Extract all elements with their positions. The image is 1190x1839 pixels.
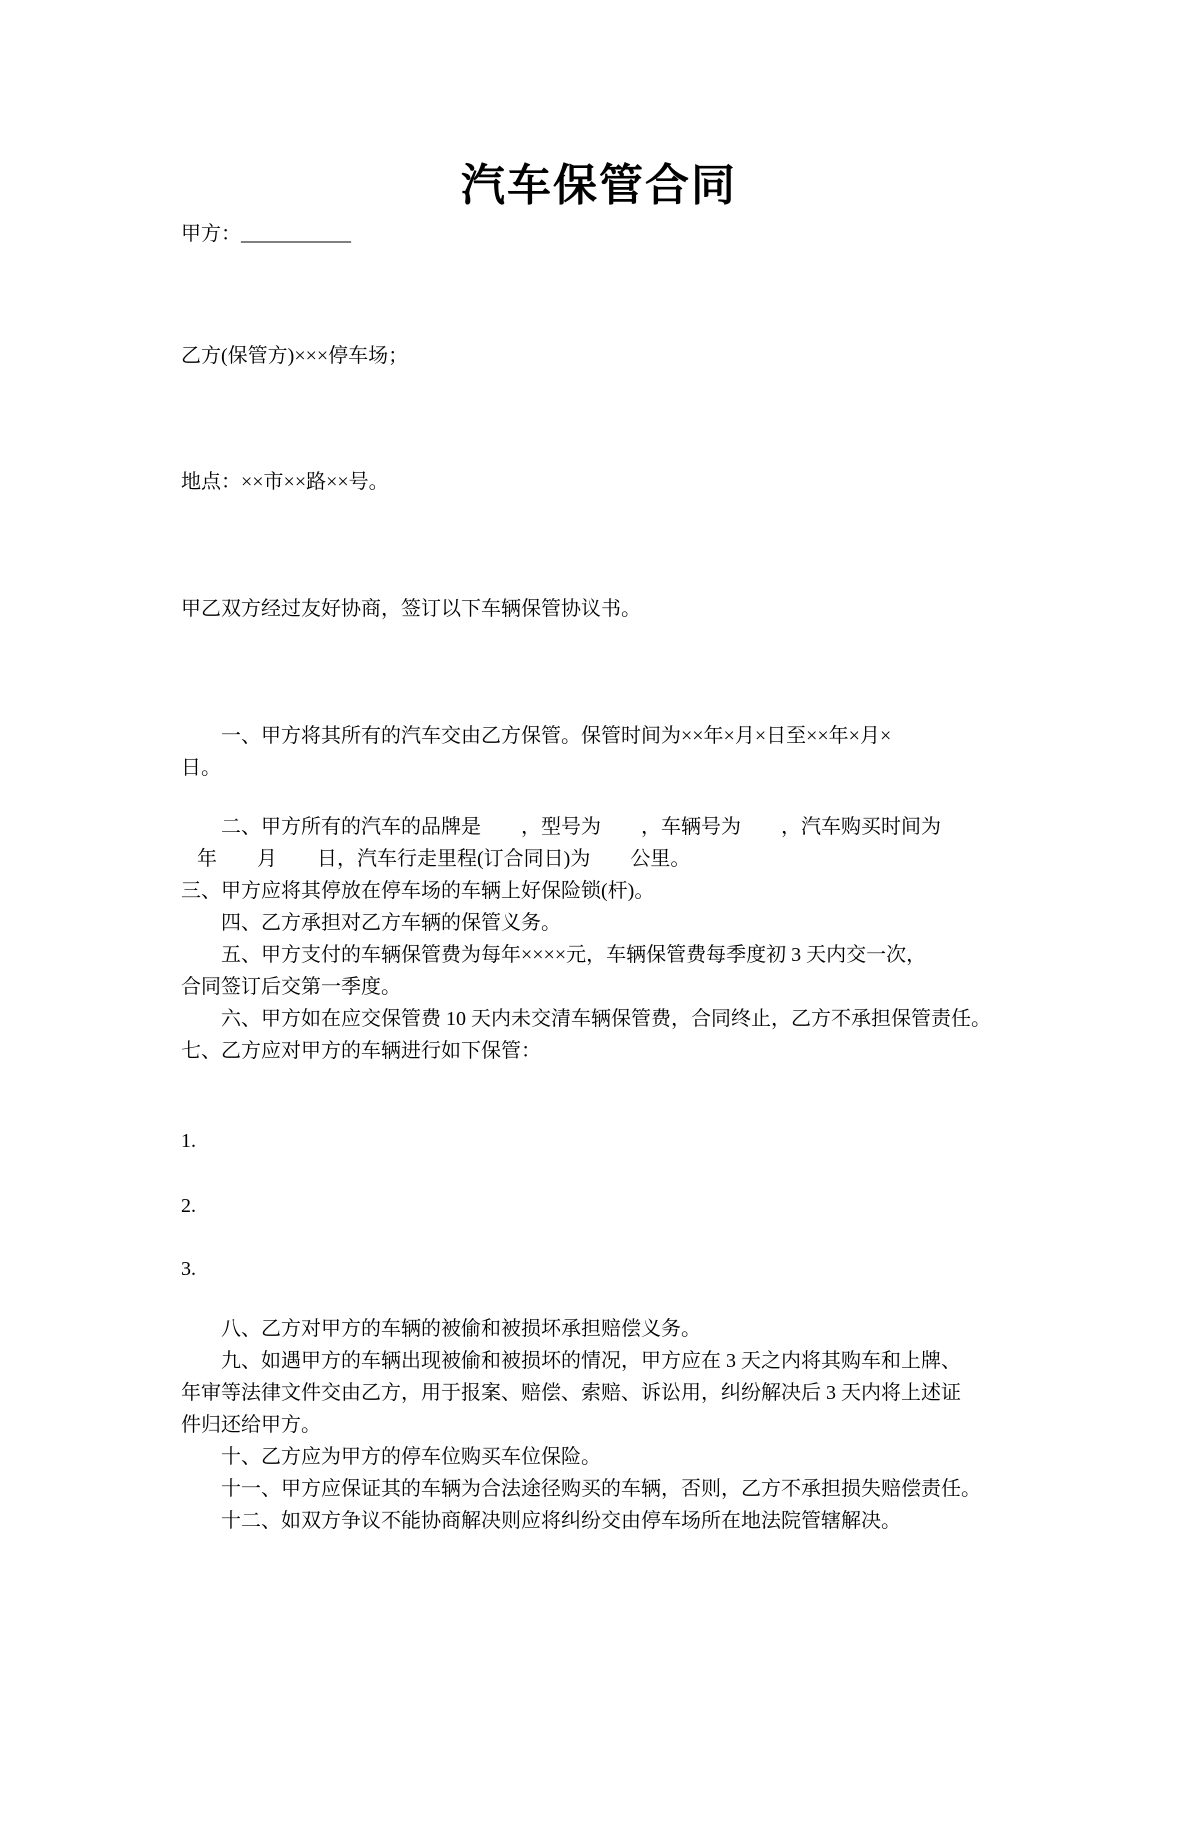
clause-9-line-1: 九、如遇甲方的车辆出现被偷和被损坏的情况，甲方应在 3 天之内将其购车和上牌、: [221, 1350, 961, 1372]
clause-4-line: 四、乙方承担对乙方车辆的保管义务。: [221, 912, 561, 934]
party-a-blank-underline: ___________: [241, 223, 351, 245]
preamble-line: 甲乙双方经过友好协商，签订以下车辆保管协议书。: [181, 598, 641, 620]
clause-10-line: 十、乙方应为甲方的停车位购买车位保险。: [221, 1446, 601, 1468]
list-item-1: 1.: [181, 1130, 196, 1152]
party-a-label: 甲方：: [181, 223, 241, 245]
clause-9-line-2: 年审等法律文件交由乙方，用于报案、赔偿、索赔、诉讼用，纠纷解决后 3 天内将上述证: [181, 1382, 961, 1404]
clause-6-line: 六、甲方如在应交保管费 10 天内未交清车辆保管费，合同终止，乙方不承担保管责任。: [221, 1008, 991, 1030]
clause-2-line-1: 二、甲方所有的汽车的品牌是 ，型号为 ，车辆号为 ，汽车购买时间为: [221, 816, 941, 838]
contract-page: [0, 156, 1190, 1839]
party-b-line: 乙方(保管方)×××停车场；: [181, 345, 409, 367]
clause-7-line: 七、乙方应对甲方的车辆进行如下保管：: [181, 1040, 541, 1062]
list-item-3: 3.: [181, 1258, 196, 1280]
clause-5-line-2: 合同签订后交第一季度。: [181, 976, 401, 998]
clause-2-line-2: 年 月 日，汽车行走里程(订合同日)为 公里。: [197, 848, 691, 870]
contract-content: [181, 156, 1017, 1537]
clause-11-line: 十一、甲方应保证其的车辆为合法途径购买的车辆，否则，乙方不承担损失赔偿责任。: [221, 1478, 981, 1500]
clause-1-line-1: 一、甲方将其所有的汽车交由乙方保管。保管时间为××年×月×日至××年×月×: [221, 725, 892, 747]
clause-12-line: 十二、如双方争议不能协商解决则应将纠纷交由停车场所在地法院管辖解决。: [221, 1510, 901, 1532]
clause-3-line: 三、甲方应将其停放在停车场的车辆上好保险锁(杆)。: [181, 880, 655, 902]
clause-5-line-1: 五、甲方支付的车辆保管费为每年××××元，车辆保管费每季度初 3 天内交一次，: [221, 944, 927, 966]
clause-1-line-2: 日。: [181, 757, 221, 779]
list-item-2: 2.: [181, 1195, 196, 1217]
page-title: 汽车保管合同: [461, 161, 737, 210]
location-line: 地点：××市××路××号。: [181, 471, 389, 493]
clause-8-line: 八、乙方对甲方的车辆的被偷和被损坏承担赔偿义务。: [221, 1318, 701, 1340]
party-a-line: [181, 218, 1017, 250]
clause-9-line-3: 件归还给甲方。: [181, 1414, 321, 1436]
